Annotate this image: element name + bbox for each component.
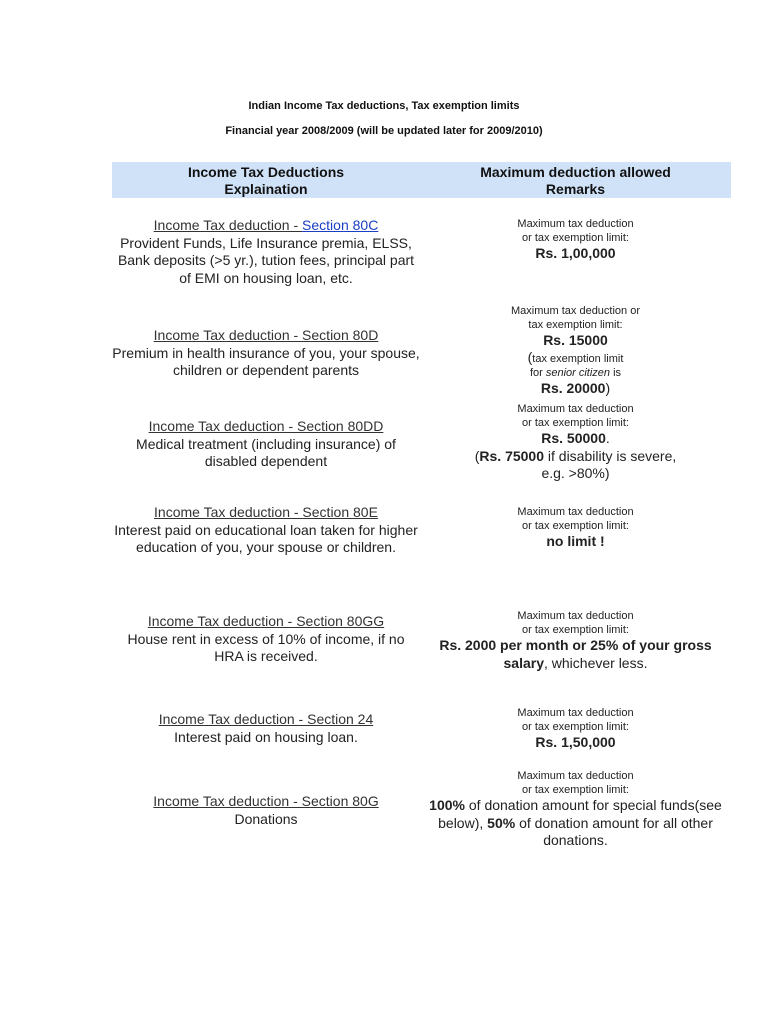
row-80e-limit <box>420 505 731 551</box>
row-80d-limit <box>420 304 731 397</box>
row-24-description: Interest paid on housing loan. <box>174 728 358 745</box>
row-80c-description: Provident Funds, Life Insurance premia, ELSS, Bank deposits (>5 yr.), tution fees, principal part of EMI on housing loan, etc. <box>117 234 415 286</box>
row-80gg-explanation <box>112 613 420 666</box>
row-80e-limit-label2: or tax exemption limit: <box>522 520 629 532</box>
row-80g-limit-label2: or tax exemption limit: <box>522 784 629 796</box>
row-24-limit <box>420 706 731 752</box>
header-left-subtitle: Explaination <box>224 181 308 197</box>
row-24-section: Income Tax deduction - Section 24 <box>158 711 374 727</box>
row-80c-limit <box>420 217 731 263</box>
row-80d-limit-label1: Maximum tax deduction or <box>511 305 640 317</box>
row-80dd-limit-value: Rs. 50000. <box>541 430 610 446</box>
section-80c-link[interactable]: Section 80C <box>302 217 379 233</box>
row-80c-section-prefix: Income Tax deduction - <box>153 217 303 233</box>
header-right-title: Maximum deduction allowed <box>480 164 671 180</box>
row-80dd-section: Income Tax deduction - Section 80DD <box>148 418 384 434</box>
row-80gg-limit-label2: or tax exemption limit: <box>522 624 629 636</box>
row-80e-description: Interest paid on educational loan taken for higher education of you, your spouse or children. <box>114 521 418 555</box>
row-80dd-description: Medical treatment (including insurance) of disabled dependent <box>136 435 396 469</box>
table-header <box>112 162 731 198</box>
row-80g-section: Income Tax deduction - Section 80G <box>153 793 379 809</box>
row-24-limit-label1: Maximum tax deduction <box>517 707 634 719</box>
header-right-subtitle: Remarks <box>545 181 606 197</box>
row-80g-limit-label1: Maximum tax deduction <box>517 770 634 782</box>
page-subtitle: Financial year 2008/2009 (will be updated later for 2009/2010) <box>225 125 543 137</box>
row-80c-limit-label1: Maximum tax deduction <box>517 218 634 230</box>
row-80d-description: Premium in health insurance of you, your spouse, children or dependent parents <box>112 344 420 378</box>
row-80d-explanation <box>112 327 420 380</box>
page-title: Indian Income Tax deductions, Tax exemption limits <box>248 100 520 112</box>
row-80dd-note-tail: e.g. >80%) <box>541 465 610 481</box>
header-left-title: Income Tax Deductions <box>187 164 345 180</box>
row-80d-section: Income Tax deduction - Section 80D <box>153 327 379 343</box>
row-80e-limit-label1: Maximum tax deduction <box>517 506 634 518</box>
row-80g-limit-value: 100% of donation amount for special funds(see below), 50% of donation amount for all other donations. <box>429 797 722 848</box>
row-80c-limit-value: Rs. 1,00,000 <box>535 245 616 261</box>
row-80c-explanation <box>112 217 420 287</box>
row-80g-limit <box>420 769 731 850</box>
row-80dd-explanation <box>112 418 420 471</box>
header-left <box>112 164 420 198</box>
row-80c-limit-label2: or tax exemption limit: <box>522 232 629 244</box>
row-80d-note-line1: (tax exemption limit <box>527 348 624 365</box>
row-80g-description: Donations <box>234 810 298 827</box>
row-24-explanation <box>112 711 420 746</box>
row-80dd-note: (Rs. 75000 if disability is severe, <box>474 447 677 464</box>
row-24-limit-label2: or tax exemption limit: <box>522 721 629 733</box>
row-80gg-limit-value: Rs. 2000 per month or 25% of your gross salary, whichever less. <box>439 637 712 671</box>
row-80dd-limit <box>420 402 731 483</box>
row-80dd-limit-label1: Maximum tax deduction <box>517 403 634 415</box>
row-80g-explanation <box>112 793 420 828</box>
row-80gg-limit <box>420 609 731 672</box>
row-80d-note-line2: for senior citizen is <box>529 366 622 379</box>
row-80e-limit-value: no limit ! <box>546 533 605 549</box>
row-80d-note-value: Rs. 20000) <box>540 379 611 396</box>
row-80gg-section: Income Tax deduction - Section 80GG <box>147 613 385 629</box>
row-80e-section: Income Tax deduction - Section 80E <box>154 504 378 520</box>
row-80dd-limit-label2: or tax exemption limit: <box>522 417 629 429</box>
row-80gg-limit-label1: Maximum tax deduction <box>517 610 634 622</box>
row-80d-limit-label2: tax exemption limit: <box>528 319 623 331</box>
row-24-limit-value: Rs. 1,50,000 <box>535 734 616 750</box>
row-80gg-description: House rent in excess of 10% of income, if no HRA is received. <box>127 630 405 664</box>
header-right <box>420 164 731 198</box>
row-80e-explanation <box>112 504 420 557</box>
row-80d-limit-value: Rs. 15000 <box>543 332 608 348</box>
